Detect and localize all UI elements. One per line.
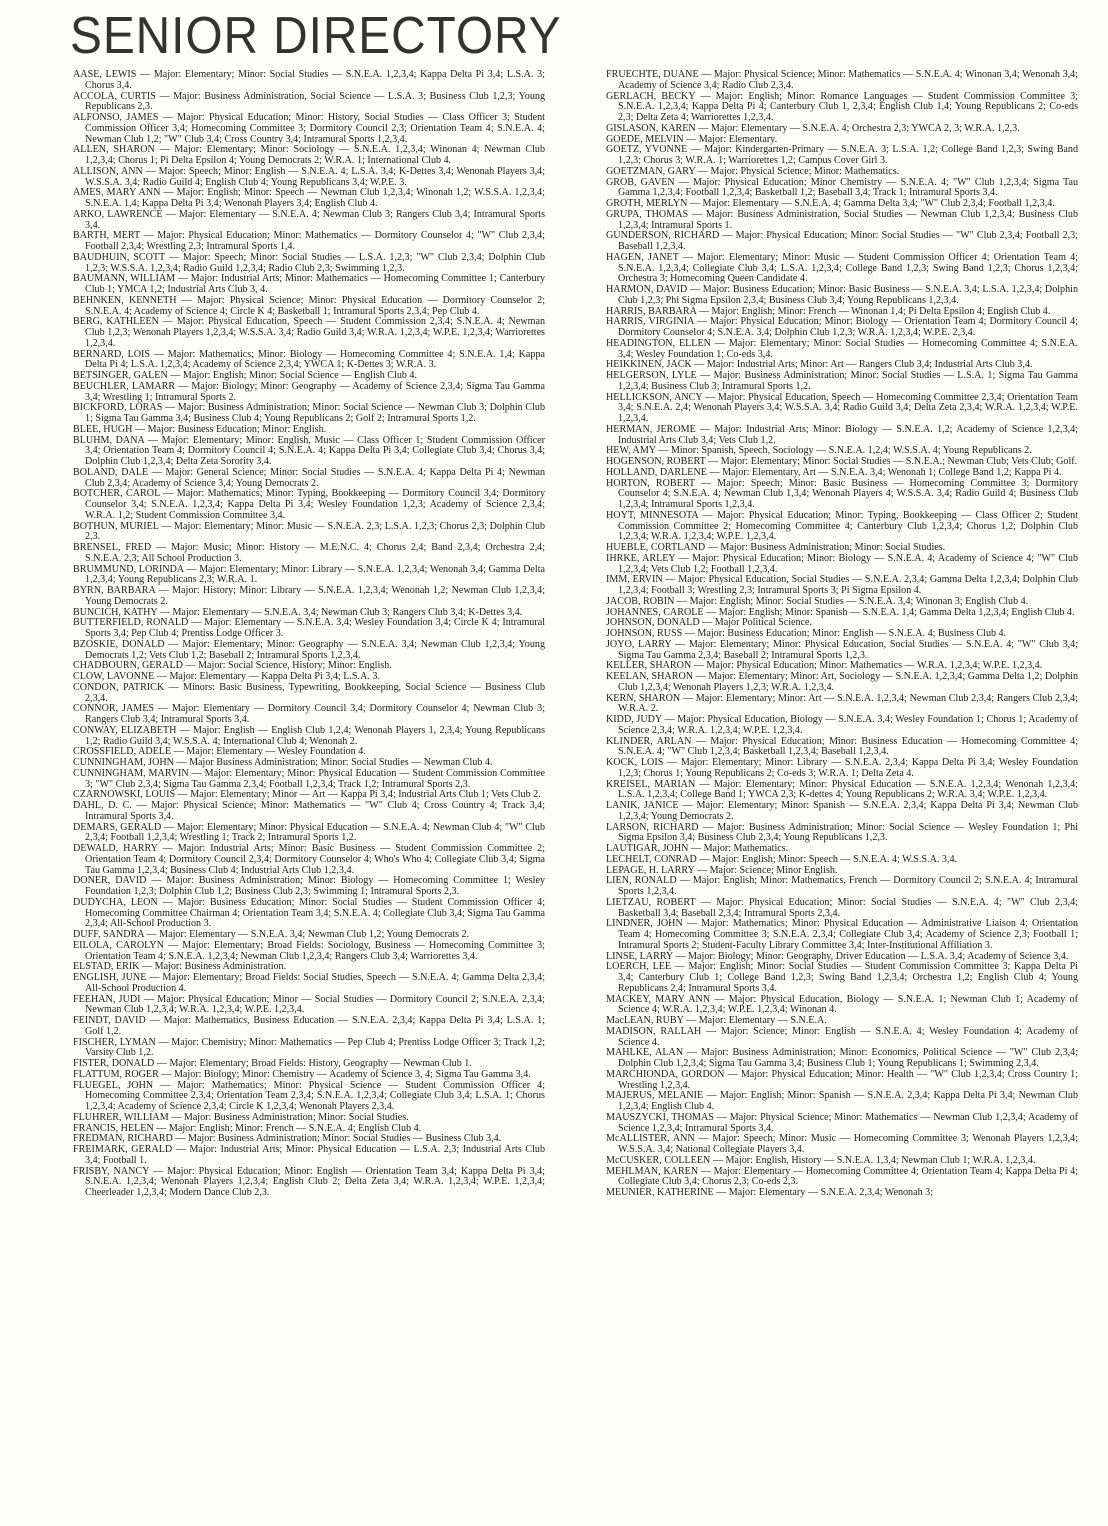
directory-entry: GUNDERSON, RICHARD — Major: Physical Education; Minor: Social Studies — "W" Club 2,3,4; Football 2,3; Baseball 1,2,3,4. (606, 230, 1078, 252)
directory-entry: BEUCHLER, LAMARR — Major: Biology; Minor: Geography — Academy of Science 2,3,4; Sigma Tau Gamma 3,4; Wrestling 1; Intramural Sports 2. (73, 380, 545, 403)
directory-entry: KREISEL, MARIAN — Major: Elementary; Minor: Physical Education — S.N.E.A. 1,2,3,4; Wenonah 1,2,3,4; L.S.A. 1,2,3,4; College Band 1; YWCA 2,3; K-dettes 4; Young Republicans 2; W.R.A. 3,4; W.P.E. 1,2,3,4. (606, 778, 1078, 801)
directory-entry: CUNNINGHAM, JOHN — Major Business Administration; Minor: Social Studies — Newman Club 4. (73, 757, 493, 768)
directory-entry: BETSINGER, GALEN — Major: English; Minor: Social Science — English Club 4. (73, 370, 418, 381)
directory-entry: GROTH, MERLYN — Major: Elementary — S.N.E.A. 4; Gamma Delta 3,4; "W" Club 2,3,4; Football 1,2,3,4. (606, 198, 1055, 209)
directory-entry: HOLLAND, DARLENE — Major: Elementary, Art — S.N.E.A. 3,4; Wenonah 1; College Band 1,2; Kappa Pi 4. (606, 466, 1062, 478)
directory-entry: HORTON, ROBERT — Major: Speech; Minor: Basic Business — Homecoming Committee 3; Dormitory Counselor 4; S.N.E.A. 4; Newman Club 1,3,4; Wenonah Players 4; W.S.S.A. 3,4; Radio Guild 4; Business Club 1,2,3,4; Intramural Sports 1,2,3,4. (606, 477, 1078, 510)
directory-entry: EILOLA, CAROLYN — Major: Elementary; Broad Fields: Sociology, Business — Homecoming Committee 3; Orientation Team 4; S.N.E.A. 1,2,3,4; Newman Club 1,2,3,4; Rangers Club 3,4; Warriorettes 3,4. (73, 939, 545, 962)
directory-entry: KELLER, SHARON — Major: Physical Education; Minor: Mathematics — W.R.A. 1,2,3,4; W.P.E. 1,2,3,4. (606, 660, 1043, 672)
directory-entry: MAUSZYCKI, THOMAS — Major: Physical Science; Minor: Mathematics — Newman Club 1,2,3,4; Academy of Science 1,2,3,4; Intramural Sports 3,4. (606, 1111, 1078, 1134)
directory-entry: KERN, SHARON — Major: Elementary; Minor: Art — S.N.E.A. 1,2,3,4; Newman Club 2,3,4; Rangers Club 2,3,4; W.R.A. 2. (606, 692, 1078, 715)
directory-entry: HARMON, DAVID — Major: Business Education; Minor: Basic Business — S.N.E.A. 3,4; L.S.A. 1,2,3,4; Dolphin Club 1,2,3; Phi Sigma Epsilon 2,3,4; Business Club 3,4; Young Republicans 1,2,3,4. (606, 284, 1078, 306)
directory-entry: LAUTIGAR, JOHN — Major: Mathematics. (606, 843, 789, 854)
directory-entry: IMM, ERVIN — Major: Physical Education, Social Studies — S.N.E.A. 2,3,4; Gamma Delta 1,2,3,4; Dolphin Club 1,2,3,4; Football 3; Wrestling 2,3; Intramural Sports 3; Pi Sigma Epsilon 4. (606, 574, 1078, 596)
directory-entry: MEUNIER, KATHERINE — Major: Elementary — S.N.E.A. 2,3,4; Wenonah 3; (606, 1187, 934, 1198)
directory-entry: FLATTUM, ROGER — Major: Biology; Minor: Chemistry — Academy of Science 3, 4; Sigma Tau Gamma 3,4. (73, 1068, 531, 1080)
directory-entry: HELLICKSON, ANCY — Major: Physical Education, Speech — Homecoming Committee 2,3,4; Orientation Team 3,4; S.N.E.A. 2,4; Wenonah Players 3,4; W.S.S.A. 3,4; Radio Guild 3,4; Delta Zeta 2,3,4; W.R.A. 1,2,3,4; W.P.E. 1,2,3,4. (606, 391, 1078, 424)
directory-entry: DONER, DAVID — Major: Business Administration; Minor: Biology — Homecoming Committee 1; Wesley Foundation 1,2,3; Dolphin Club 1,2; Business Club 2,3; Swimming 1; Intramural Sports 2,3. (73, 875, 545, 897)
directory-entry: LOERCH, LEE — Major: English; Minor: Social Studies — Student Commission Committee 3; Kappa Delta Pi 3,4; Canterbury Club 1; College Band 1,2,3; Swing Band 1,2,3,4; Orchestra 1,2; English Club 4; Young Republicans 2,4; Intramural Sports 3,4. (606, 961, 1078, 994)
directory-entry: AASE, LEWIS — Major: Elementary; Minor: Social Studies — S.N.E.A. 1,2,3,4; Kappa Delta Pi 3,4; L.S.A. 3; Chorus 3,4. (73, 69, 545, 91)
directory-entry: BRUMMUND, LORINDA — Major: Elementary; Minor: Library — S.N.E.A. 1,2,3,4; Wenonah 3,4; Gamma Delta 1,2,3,4; Young Republicans 2,3; W.R.A. 1. (73, 563, 545, 586)
directory-entry: ELSTAD, ERIK — Major: Business Administration. (73, 961, 287, 973)
right-column (606, 70, 1078, 1199)
directory-entry: MAJERUS, MELANIE — Major: English; Minor: Spanish — S.N.E.A. 2,3,4; Kappa Delta Pi 3,4; Newman Club 1,2,3,4; English Club 4. (606, 1090, 1078, 1112)
directory-entry: LARSON, RICHARD — Major: Business Administration; Minor: Social Science — Wesley Foundation 1; Phi Sigma Epsilon 3,4; Business Club 2,3,4; Young Republicans 1,2,3. (606, 821, 1078, 844)
directory-entry: MARCHIONDA, GORDON — Major: Physical Education; Minor: Health — "W" Club 1,2,3,4; Cross Country 1; Wrestling 1,2,3,4. (606, 1068, 1078, 1091)
directory-entry: KOCK, LOIS — Major: Elementary; Minor: Library — S.N.E.A. 2,3,4; Kappa Delta Pi 3,4; Wesley Foundation 1,2,3; Chorus 1; Young Republicans 2; Co-eds 3; W.R.A. 1; Delta Zeta 4. (606, 757, 1078, 779)
directory-entry: GISLASON, KAREN — Major: Elementary — S.N.E.A. 4; Orchestra 2,3; YWCA 2, 3; W.R.A. 1,2,3. (606, 122, 1020, 134)
page-title: SENIOR DIRECTORY (70, 7, 562, 65)
directory-entry: FRANCIS, HELEN — Major: English; Minor: French — S.N.E.A. 4; English Club 4. (73, 1122, 422, 1134)
directory-entry: BERNARD, LOIS — Major: Mathematics; Minor: Biology — Homecoming Committee 4; S.N.E.A. 1,4; Kappa Delta Pi 4; L.S.A. 1,2,3,4; Academy of Science 2,3,4; YWCA 1; K-Dettes 3; W.R.A. 3. (73, 348, 545, 371)
directory-entry: FRISBY, NANCY — Major: Physical Education; Minor: English — Orientation Team 3,4; Kappa Delta Pi 3,4; S.N.E.A. 1,2,3,4; Wenonah Players 1,2,3,4; English Club 2; Delta Zeta 3,4; W.R.A. 1,2,3,4; W.P.E. 1,2,3,4; Cheerleader 1,2,3,4; Modern Dance Club 2,3. (73, 1165, 545, 1198)
directory-entry: MADISON, RALLAH — Major: Science; Minor: English — S.N.E.A. 4; Wesley Foundation 4; Academy of Science 4. (606, 1025, 1078, 1048)
directory-entry: HOGENSON, ROBERT — Major: Elementary; Minor: Social Studies — S.N.E.A.; Newman Club; Vets Club; Golf. (606, 456, 1078, 467)
directory-entry: FLUHRER, WILLIAM — Major: Business Administration; Minor: Social Studies. (73, 1111, 409, 1123)
directory-entry: IHRKE, ARLEY — Major: Physical Education; Minor: Biology — S.N.E.A. 4; Academy of Science 4; "W" Club 1,2,3,4; Vets Club 1,2; Football 1,2,3,4. (606, 552, 1078, 575)
directory-entry: CHADBOURN, GERALD — Major: Social Science, History; Minor: English. (73, 660, 392, 672)
directory-entry: BAUDHUIN, SCOTT — Major: Speech; Minor: Social Studies — L.S.A. 1,2,3; "W" Club 2,3,4; Dolphin Club 1,2,3; W.S.S.A. 1,2,3,4; Radio Guild 1,2,3,4; Radio Club 2,3; Swimming 1,2,3. (73, 251, 545, 274)
directory-entry: GOETZMAN, GARY — Major: Physical Science; Minor: Mathematics. (606, 165, 900, 177)
directory-entry: HELGERSON, LYLE — Major: Business Administration; Minor: Social Studies — L.S.A. 1; Sigma Tau Gamma 1,2,3,4; Business Club 3; Intramural Sports 1,2. (606, 370, 1078, 392)
directory-entry: FISCHER, LYMAN — Major: Chemistry; Minor: Mathematics — Pep Club 4; Prentiss Lodge Officer 3; Track 1,2; Varsity Club 1,2. (73, 1036, 545, 1059)
directory-entry: JOHANNES, CAROLE — Major: English; Minor: Spanish — S.N.E.A. 1,4; Gamma Delta 1,2,3,4; English Club 4. (606, 606, 1075, 618)
directory-entry: CZARNOWSKI, LOUIS — Major: Elementary; Minor — Art — Kappa Pi 3,4; Industrial Arts Club 1; Vets Club 2. (73, 789, 541, 801)
directory-entry: FREDMAN, RICHARD — Major: Business Administration; Minor: Social Studies — Business Club 3,4. (73, 1133, 502, 1145)
directory-entry: HARRIS, VIRGINIA — Major: Physical Education; Minor: Biology — Orientation Team 4; Dormitory Council 4; Dormitory Counselor 4; S.N.E.A. 3,4; Dolphin Club 1,2,3; W.R.A. 1,2,3,4; W.P.E. 2,3,4. (606, 316, 1078, 338)
directory-entry: BZOSKIE, DONALD — Major: Elementary; Minor: Geography — S.N.E.A. 3,4; Newman Club 1,2,3,4; Young Democrats 1,2; Vets Club 1,2; Baseball 2; Intramural Sports 1,2,3,4. (73, 638, 545, 661)
directory-entry: FISTER, DONALD — Major: Elementary; Broad Fields: History, Geography — Newman Club 1. (73, 1058, 472, 1069)
directory-entry: HEIKKINEN, JACK — Major: Industrial Arts; Minor: Art — Rangers Club 3,4; Industrial Arts Club 3,4. (606, 359, 1033, 371)
directory-entry: LIETZAU, ROBERT — Major: Physical Education; Minor: Social Studies — S.N.E.A. 4; "W" Club 2,3,4; Basketball 3,4; Baseball 2,3,4; Intramural Sports 2,3,4. (606, 896, 1078, 919)
directory-entry: GOETZ, YVONNE — Major: Kindergarten-Primary — S.N.E.A. 3; L.S.A. 1,2; College Band 1,2,3; Swing Band 1,2,3; Chorus 3; W.R.A. 1; Warriorettes 1,2; Campus Cover Girl 3. (606, 144, 1078, 166)
directory-entry: CONNOR, JAMES — Major: Elementary — Dormitory Council 3,4; Dormitory Counselor 4; Newman Club 3; Rangers Club 3,4; Intramural Sports 3,4. (73, 703, 545, 725)
directory-entry: KLINDER, ARLAN — Major: Physical Education; Minor: Business Education — Homecoming Committee 4; S.N.E.A. 4; "W" Club 1,2,3,4; Basketball 1,2,3,4; Baseball 1,2,3,4. (606, 735, 1078, 758)
directory-entry: BUTTERFIELD, RONALD — Major: Elementary — S.N.E.A. 3,4; Wesley Foundation 3,4; Circle K 4; Intramural Sports 3,4; Pep Club 4; Prentiss Lodge Officer 3. (73, 617, 545, 639)
directory-entry: CLOW, LAVONNE — Major: Elementary — Kappa Delta Pi 3,4; L.S.A. 3. (73, 671, 380, 682)
directory-entry: HAGEN, JANET — Major: Elementary; Minor: Music — Student Commission Officer 4; Orientation Team 4; S.N.E.A. 1,2,3,4; Collegiate Club 3,4; L.S.A. 1,2,3,4; College Band 1,2,3; Swing Band 1,2,3; Chorus 1,2,3,4; Orchestra 3; Homecoming Queen Candidate 4. (606, 251, 1078, 285)
directory-entry: AMES, MARY ANN — Major: English; Minor: Speech — Newman Club 1,2,3,4; Winonah 1,2; W.S.S.A. 1,2,3,4; S.N.E.A. 1,4; Kappa Delta Pi 3,4; Wenonah Players 3,4; English Club 4. (73, 187, 545, 209)
left-column (73, 70, 545, 1199)
directory-entry: BLEE, HUGH — Major: Business Education; Minor: English. (73, 423, 327, 435)
directory-entry: BEHNKEN, KENNETH — Major: Physical Science; Minor: Physical Education — Dormitory Counselor 2; S.N.E.A. 4; Academy of Science 4; Circle K 4; Basketball 1; Intramural Sports 2,3,4; Pep Club 4. (73, 294, 545, 317)
directory-entry: BOTCHER, CAROL — Major: Mathematics; Minor: Typing, Bookkeeping — Dormitory Council 3,4; Dormitory Counselor 3,4; S.N.E.A. 1,2,3,4; Kappa Delta Pi 3,4; Wesley Foundation 1,2,3; Academy of Science 2,3,4; W.R.A. 1,2; Student Commission Committee 3,4. (73, 488, 545, 521)
directory-entry: McALLISTER, ANN — Major: Speech; Minor: Music — Homecoming Committee 3; Wenonah Players 1,2,3,4; W.S.S.A. 3,4; National Collegiate Players 3,4. (606, 1133, 1078, 1155)
directory-entry: BRENSEL, FRED — Major: Music; Minor: History — M.E.N.C. 4; Chorus 2,4; Band 2,3,4; Orchestra 2,4; S.N.E.A. 2,3; All School Production 3. (73, 542, 545, 564)
directory-entry: BICKFORD, LORAS — Major: Business Administration; Minor: Social Science — Newman Club 3; Dolphin Club 1; Sigma Tau Gamma 3,4; Business Club 4; Young Republicans 2; Golf 2; Intramural Sports 1,2. (73, 402, 545, 424)
directory-entry: FREIMARK, GERALD — Major: Industrial Arts; Minor: Physical Education — L.S.A. 2,3; Industrial Arts Club 3,4; Football 1. (73, 1144, 545, 1166)
directory-entry: CROSSFIELD, ADELE — Major: Elementary — Wesley Foundation 4. (73, 746, 366, 758)
directory-entry: McCUSKER, COLLEEN — Major: English, History — S.N.E.A. 1,3,4; Newman Club 1; W.R.A. 1,2,3,4. (606, 1154, 1036, 1166)
directory-entry: KIDD, JUDY — Major: Physical Education, Biology — S.N.E.A. 3,4; Wesley Foundation 1; Chorus 1; Academy of Science 2,3,4; W.R.A. 1,2,3,4; W.P.E. 1,2,3,4. (606, 714, 1078, 736)
directory-entry: MAHLKE, ALAN — Major: Business Administration; Minor: Economics, Political Science — "W" Club 2,3,4; Dolphin Club 1,2,3,4; Sigma Tau Gamma 3,4; Business Club 1; Young Republicans 1; Swimming 2,3,4. (606, 1047, 1078, 1069)
directory-entry: BERG, KATHLEEN — Major: Physical Education, Speech — Student Commission 2,3,4; S.N.E.A. 4; Newman Club 1,2,3; Wenonah Players 1,2,3,4; W.S.S.A. 3,4; Radio Guild 3,4; W.R.A. 1,2,3,4; W.P.E. 1,2,3,4; Warriorettes 1,2,3,4. (73, 316, 545, 349)
directory-entry: MacLEAN, RUBY — Major: Elementary — S.N.E.A. (606, 1015, 827, 1026)
directory-entry: DUFF, SANDRA — Major: Elementary — S.N.E.A. 3,4; Newman Club 1,2; Young Democrats 2. (73, 929, 470, 940)
directory-entry: ALFONSO, JAMES — Major: Physical Education; Minor: History, Social Studies — Class Officer 3; Student Commission Officer 3,4; Homecoming Committee 3; Dormitory Council 2,3; Orientation Team 4; S.N.E.A. 4; Newman Club 1,2; "W" Club 3,4; Cross Country 3,4; Intramural Sports 1,2,3,4. (73, 112, 545, 145)
directory-entry: CONDON, PATRICK — Minors: Basic Business, Typewriting, Bookkeeping, Social Science — Business Club 2,3,4. (73, 681, 545, 704)
directory-entry: DAHL, D. C. — Major: Physical Science; Minor: Mathematics — "W" Club 4; Cross Country 4; Track 3,4; Intramural Sports 3,4. (73, 800, 545, 822)
directory-entry: LEPAGE, H. LARRY — Major: Science; Minor English. (606, 864, 838, 876)
directory-entry: HEW, AMY — Minor: Spanish, Speech, Sociology — S.N.E.A. 1,2,4; W.S.S.A. 4; Young Republicans 2. (606, 445, 1032, 457)
directory-entry: LINSE, LARRY — Major: Biology; Minor: Geography, Driver Education — L.S.A. 3,4; Academy of Science 3,4. (606, 950, 1069, 962)
directory-entry: ARKO, LAWRENCE — Major: Elementary — S.N.E.A. 4; Newman Club 3; Rangers Club 3,4; Intramural Sports 3,4. (73, 208, 545, 231)
directory-entry: ENGLISH, JUNE — Major: Elementary; Broad Fields: Social Studies, Speech — S.N.E.A. 4; Gamma Delta 2,3,4; All-School Production 4. (73, 972, 545, 994)
directory-entry: BOLAND, DALE — Major: General Science; Minor: Social Studies — S.N.E.A. 4; Kappa Delta Pi 4; Newman Club 2,3,4; Academy of Science 3,4; Young Democrats 2. (73, 466, 545, 489)
directory-entry: JOHNSON, RUSS — Major: Business Education; Minor: English — S.N.E.A. 4; Business Club 4. (606, 628, 1007, 639)
directory-entry: JOHNSON, DONALD — Major Political Science. (606, 617, 813, 629)
directory-entry: BARTH, MERT — Major: Physical Education; Minor: Mathematics — Dormitory Counselor 4; "W" Club 2,3,4; Football 2,3,4; Wrestling 2,3; Intramural Sports 1,4. (73, 230, 545, 252)
directory-entry: BLUHM, DANA — Major: Elementary; Minor: English, Music — Class Officer 1; Student Commission Officer 3,4; Orientation Team 4; Dormitory Council 4; S.N.E.A. 4; Kappa Delta Pi 3,4; Collegiate Club 3,4; Chorus 3,4; Dolphin Club 1,2,3,4; Delta Zeta Sorority 3,4. (73, 434, 545, 467)
directory-entry: LECHELT, CONRAD — Major: English; Minor: Speech — S.N.E.A. 4; W.S.S.A. 3,4. (606, 853, 958, 865)
directory-entry: ALLEN, SHARON — Major: Elementary; Minor: Sociology — S.N.E.A. 1,2,3,4; Winonan 4; Newman Club 1,2,3,4; Chorus 1; Pi Delta Epsilon 4; Young Democrats 2; W.R.A. 1; International Club 4. (73, 144, 545, 166)
directory-entry: CUNNINGHAM, MARVIN — Major: Elementary; Minor: Physical Education — Student Commission Committee 3; "W" Club 2,3,4; Sigma Tau Gamma 2,3,4; Football 1,2,3,4; Track 1,2; Intramural Sports 2,3. (73, 767, 545, 790)
directory-entry: GERLACH, BECKY — Major: English; Minor: Romance Languages — Student Commission Committee 3; S.N.E.A. 1,2,3,4; Kappa Delta Pi 4; Canterbury Club 1, 2,3,4; English Club 1,4; Young Republicans 2; Co-eds 2,3; Delta Zeta 4; Warriorettes 1,2,3,4. (606, 90, 1078, 123)
directory-entry: CONWAY, ELIZABETH — Major: English — English Club 1,2,4; Wenonah Players 1, 2,3,4; Young Republicans 1,2; Radio Guild 3,4; W.S.S.A. 4; International Club 4; Wenonah 2. (73, 724, 545, 747)
directory-entry: HOYT, MINNESOTA — Major: Physical Education; Minor: Typing, Bookkeeping — Class Officer 2; Student Commission Committee 2; Homecoming Committee 4; Canterbury Club 1,2,3,4; Chorus 1,2; Dolphin Club 1,2,3,4; W.R.A. 1,2,3,4; W.P.E. 1,2,3,4. (606, 509, 1078, 543)
directory-entry: BYRN, BARBARA — Major: History; Minor: Library — S.N.E.A. 1,2,3,4; Wenonah 1,2; Newman Club 1,2,3,4; Young Democrats 2. (73, 585, 545, 607)
directory-entry: DEWALD, HARRY — Major: Industrial Arts; Minor: Basic Business — Student Commission Committee 2; Orientation Team 4; Dormitory Council 2,3,4; Dormitory Counselor 4; Who's Who 4; Collegiate Club 3,4; Sigma Tau Gamma 1,2,3,4; Business Club 4; Industrial Arts Club 1,2,3,4. (73, 843, 545, 876)
directory-entry: HERMAN, JEROME — Major: Industrial Arts; Minor: Biology — S.N.E.A. 1,2; Academy of Science 1,2,3,4; Industrial Arts Club 3,4; Vets Club 1,2. (606, 423, 1078, 446)
directory-entry: GOEDE, MELVIN — Major: Elementary. (606, 133, 778, 145)
directory-entry: BUNCICH, KATHY — Major: Elementary — S.N.E.A. 3,4; Newman Club 3; Rangers Club 3,4; K-Dettes 3,4. (73, 606, 523, 618)
directory-entry: LANIK, JANICE — Major: Elementary; Minor: Spanish — S.N.E.A. 2,3,4; Kappa Delta Pi 3,4; Newman Club 1,2,3,4; Young Democrats 2. (606, 800, 1078, 822)
directory-entry: LINDNER, JOHN — Major: Mathematics; Minor: Physical Education — Administrative Liaison 4; Orientation Team 4; Homecoming Committee 3; S.N.E.A. 2,3,4; Collegiate Club 3,4; Academy of Science 2,3; Football 1; Intramural Sports 2; Student-Faculty Library Committee 3,4; Inter-Institutional Affiliation 3. (606, 918, 1078, 951)
directory-entry: FLUEGEL, JOHN — Major: Mathematics; Minor: Physical Science — Student Commission Officer 4; Homecoming Committee 2,3,4; Orientation Team 2,3,4; S.N.E.A. 1,2,3,4; Collegiate Club 3,4; L.S.A. 1; Chorus 1,2,3,4; Academy of Science 2,3,4; Circle K 1,2,3,4; Wenonah Players 2,3,4. (73, 1079, 545, 1112)
directory-entry: KEELAN, SHARON — Major: Elementary; Minor: Art, Sociology — S.N.E.A. 1,2,3,4; Gamma Delta 1,2; Dolphin Club 1,2,3,4; Wenonah Players 1,2,3; W.R.A. 1,2,3,4. (606, 671, 1078, 693)
directory-entry: FRUECHTE, DUANE — Major: Physical Science; Minor: Mathematics — S.N.E.A. 4; Winonan 3,4; Wenonah 3,4; Academy of Science 3,4; Radio Club 2,3,4. (606, 69, 1078, 91)
directory-entry: ALLISON, ANN — Major: Speech; Minor: English — S.N.E.A. 4; L.S.A. 3,4; K-Dettes 3,4; Wenonah Players 3,4; W.S.S.A. 3,4; Radio Guild 4; English Club 4; Young Republicans 3,4; W.P.E. 3. (73, 165, 545, 188)
directory-entry: MACKEY, MARY ANN — Major: Physical Education, Biology — S.N.E.A. 1; Newman Club 1; Academy of Science 4; W.R.A. 1,2,3,4; W.P.E. 1,2,3,4; Winonan 4. (606, 993, 1078, 1016)
directory-entry: LIEN, RONALD — Major: English; Minor: Mathematics, French — Dormitory Council 2; S.N.E.A. 4; Intramural Sports 1,2,3,4. (606, 875, 1078, 897)
directory-entry: BOTHUN, MURIEL — Major: Elementary; Minor: Music — S.N.E.A. 2,3; L.S.A. 1,2,3; Chorus 2,3; Dolphin Club 2,3. (73, 520, 545, 543)
directory-entry: HARRIS, BARBARA — Major: English; Minor: French — Winonan 1,4; Pi Delta Epsilon 4; English Club 4. (606, 305, 1051, 317)
directory-entry: FEINDT, DAVID — Major: Mathematics, Business Education — S.N.E.A. 2,3,4; Kappa Delta Pi 3,4; L.S.A. 1; Golf 1,2. (73, 1015, 545, 1037)
directory-entry: FEEHAN, JUDI — Major: Physical Education; Minor — Social Studies — Dormitory Council 2; S.N.E.A. 2,3,4; Newman Club 1,2,3,4; W.R.A. 1,2,3,4; W.P.E. 1,2,3,4. (73, 993, 545, 1016)
directory-entry: HEADINGTON, ELLEN — Major: Elementary; Minor: Social Studies — Homecoming Committee 4; S.N.E.A. 3,4; Wesley Foundation 1; Co-eds 3,4. (606, 337, 1078, 360)
directory-entry: BAUMANN, WILLIAM — Major: Industrial Arts; Minor: Mathematics — Homecoming Committee 1; Canterbury Club 1; YMCA 1,2; Industrial Arts Club 3, 4. (73, 273, 545, 295)
directory-entry: JACOB, ROBIN — Major: English; Minor: Social Studies — S.N.E.A. 3,4; Winonan 3; English Club 4. (606, 595, 1029, 607)
directory-entry: HUEBLE, CORTLAND — Major: Business Administration; Minor: Social Studies. (606, 542, 946, 553)
directory-entry: GROB, GAVEN — Major: Physical Education; Minor Chemistry — S.N.E.A. 4; "W" Club 1,2,3,4; Sigma Tau Gamma 1,2,3,4; Football 1,2,3,4; Basketball 1,2; Baseball 3,4; Track 1; Intramural Sports 3,4. (606, 176, 1078, 199)
directory-entry: JOYO, LARRY — Major: Elementary; Minor: Physical Education, Social Studies — S.N.E.A. 4; "W" Club 3,4; Sigma Tau Gamma 2,3,4; Baseball 2; Intramural Sports 1,2,3. (606, 638, 1078, 661)
directory-entry: DEMARS, GERALD — Major: Elementary; Minor: Physical Education — S.N.E.A. 4; Newman Club 4; "W" Club 2,3,4; Football 1,2,3,4; Wrestling 1; Track 2; Intramural Sports 1,2. (73, 821, 545, 844)
directory-entry: MEHLMAN, KAREN — Major: Elementary — Homecoming Committee 4; Orientation Team 4; Kappa Delta Pi 4; Collegiate Club 3,4; Chorus 2,3; Co-eds 2,3. (606, 1165, 1078, 1188)
directory-entry: DUDYCHA, LEON — Major: Business Education; Minor: Social Studies — Student Commission Officer 4; Homecoming Committee Chairman 4; Orientation Team 3,4; S.N.E.A. 4; Collegiate Club 3,4; Sigma Tau Gamma 2,3,4; All-School Production 3. (73, 896, 545, 930)
directory-entry: ACCOLA, CURTIS — Major: Business Administration, Social Science — L.S.A. 3; Business Club 1,2,3; Young Republicans 2,3. (73, 90, 545, 113)
directory-entry: GRUPA, THOMAS — Major: Business Administration, Social Studies — Newman Club 1,2,3,4; Business Club 1,2,3,4; Intramural Sports 1. (606, 208, 1078, 231)
